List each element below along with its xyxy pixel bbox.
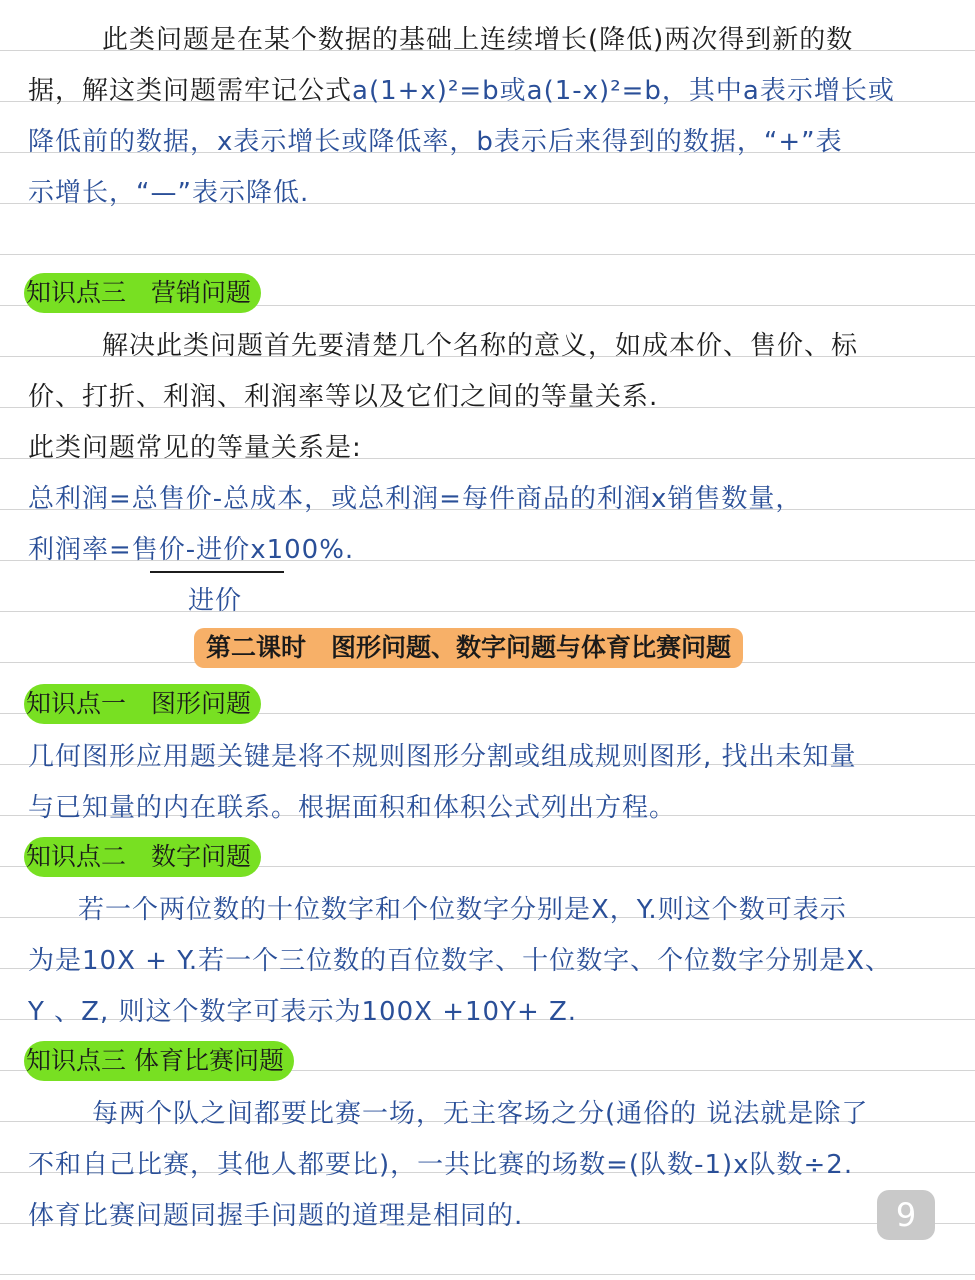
text-line: 每两个队之间都要比赛一场，无主客场之分(通俗的 说法就是除了 bbox=[92, 1099, 869, 1129]
page-number-badge: 9 bbox=[877, 1190, 935, 1240]
text-line: 体育比赛问题同握手问题的道理是相同的. bbox=[28, 1201, 524, 1231]
text-line: 总利润=总售价-总成本，或总利润=每件商品的利润x销售数量， bbox=[28, 484, 803, 514]
text-line: 价、打折、利润、利润率等以及它们之间的等量关系. bbox=[28, 382, 659, 412]
text-line: 此类问题常见的等量关系是: bbox=[28, 433, 362, 463]
section-heading-numbers: 知识点二 数字问题 bbox=[24, 837, 261, 877]
formula-lhs: 利润率= bbox=[28, 535, 132, 565]
formula-rhs: x100%. bbox=[250, 535, 355, 565]
section-heading-sports: 知识点三 体育比赛问题 bbox=[24, 1041, 294, 1081]
lesson-heading: 第二课时 图形问题、数字问题与体育比赛问题 bbox=[194, 628, 743, 668]
text-line: 与已知量的内在联系。根据面积和体积公式列出方程。 bbox=[28, 793, 677, 823]
section-heading-shapes: 知识点一 图形问题 bbox=[24, 684, 261, 724]
fraction-denominator: 进价 bbox=[188, 586, 243, 616]
text-line: Y 、Z, 则这个数字可表示为100X +10Y+ Z. bbox=[28, 997, 578, 1027]
text-line: 不和自己比赛，其他人都要比)，一共比赛的场数=(队数-1)x队数÷2. bbox=[28, 1150, 854, 1180]
text-line: 解决此类问题首先要清楚几个名称的意义，如成本价、售价、标 bbox=[102, 331, 859, 361]
text-line: 示增长，“—”表示降低. bbox=[28, 178, 310, 208]
text-line: 若一个两位数的十位数字和个位数字分别是X，Y.则这个数可表示 bbox=[78, 895, 847, 925]
section-heading-marketing: 知识点三 营销问题 bbox=[24, 273, 261, 313]
formula-span: a(1+x)²=b或a(1-x)²=b，其中a表示增长或 bbox=[352, 76, 895, 106]
text-line: 此类问题是在某个数据的基础上连续增长(降低)两次得到新的数 bbox=[102, 25, 854, 55]
fraction-bar bbox=[150, 571, 284, 573]
text-line: 降低前的数据，x表示增长或降低率，b表示后来得到的数据，“+”表 bbox=[28, 127, 843, 157]
text-line: 为是10X + Y.若一个三位数的百位数字、十位数字、个位数字分别是X、 bbox=[28, 946, 892, 976]
text-span: 据，解这类问题需牢记公式 bbox=[28, 76, 353, 106]
fraction-numerator: 售价-进价 bbox=[131, 535, 251, 565]
formula-line bbox=[28, 528, 947, 572]
text-line: 几何图形应用题关键是将不规则图形分割或组成规则图形, 找出未知量 bbox=[28, 742, 857, 772]
text-line bbox=[28, 69, 947, 113]
